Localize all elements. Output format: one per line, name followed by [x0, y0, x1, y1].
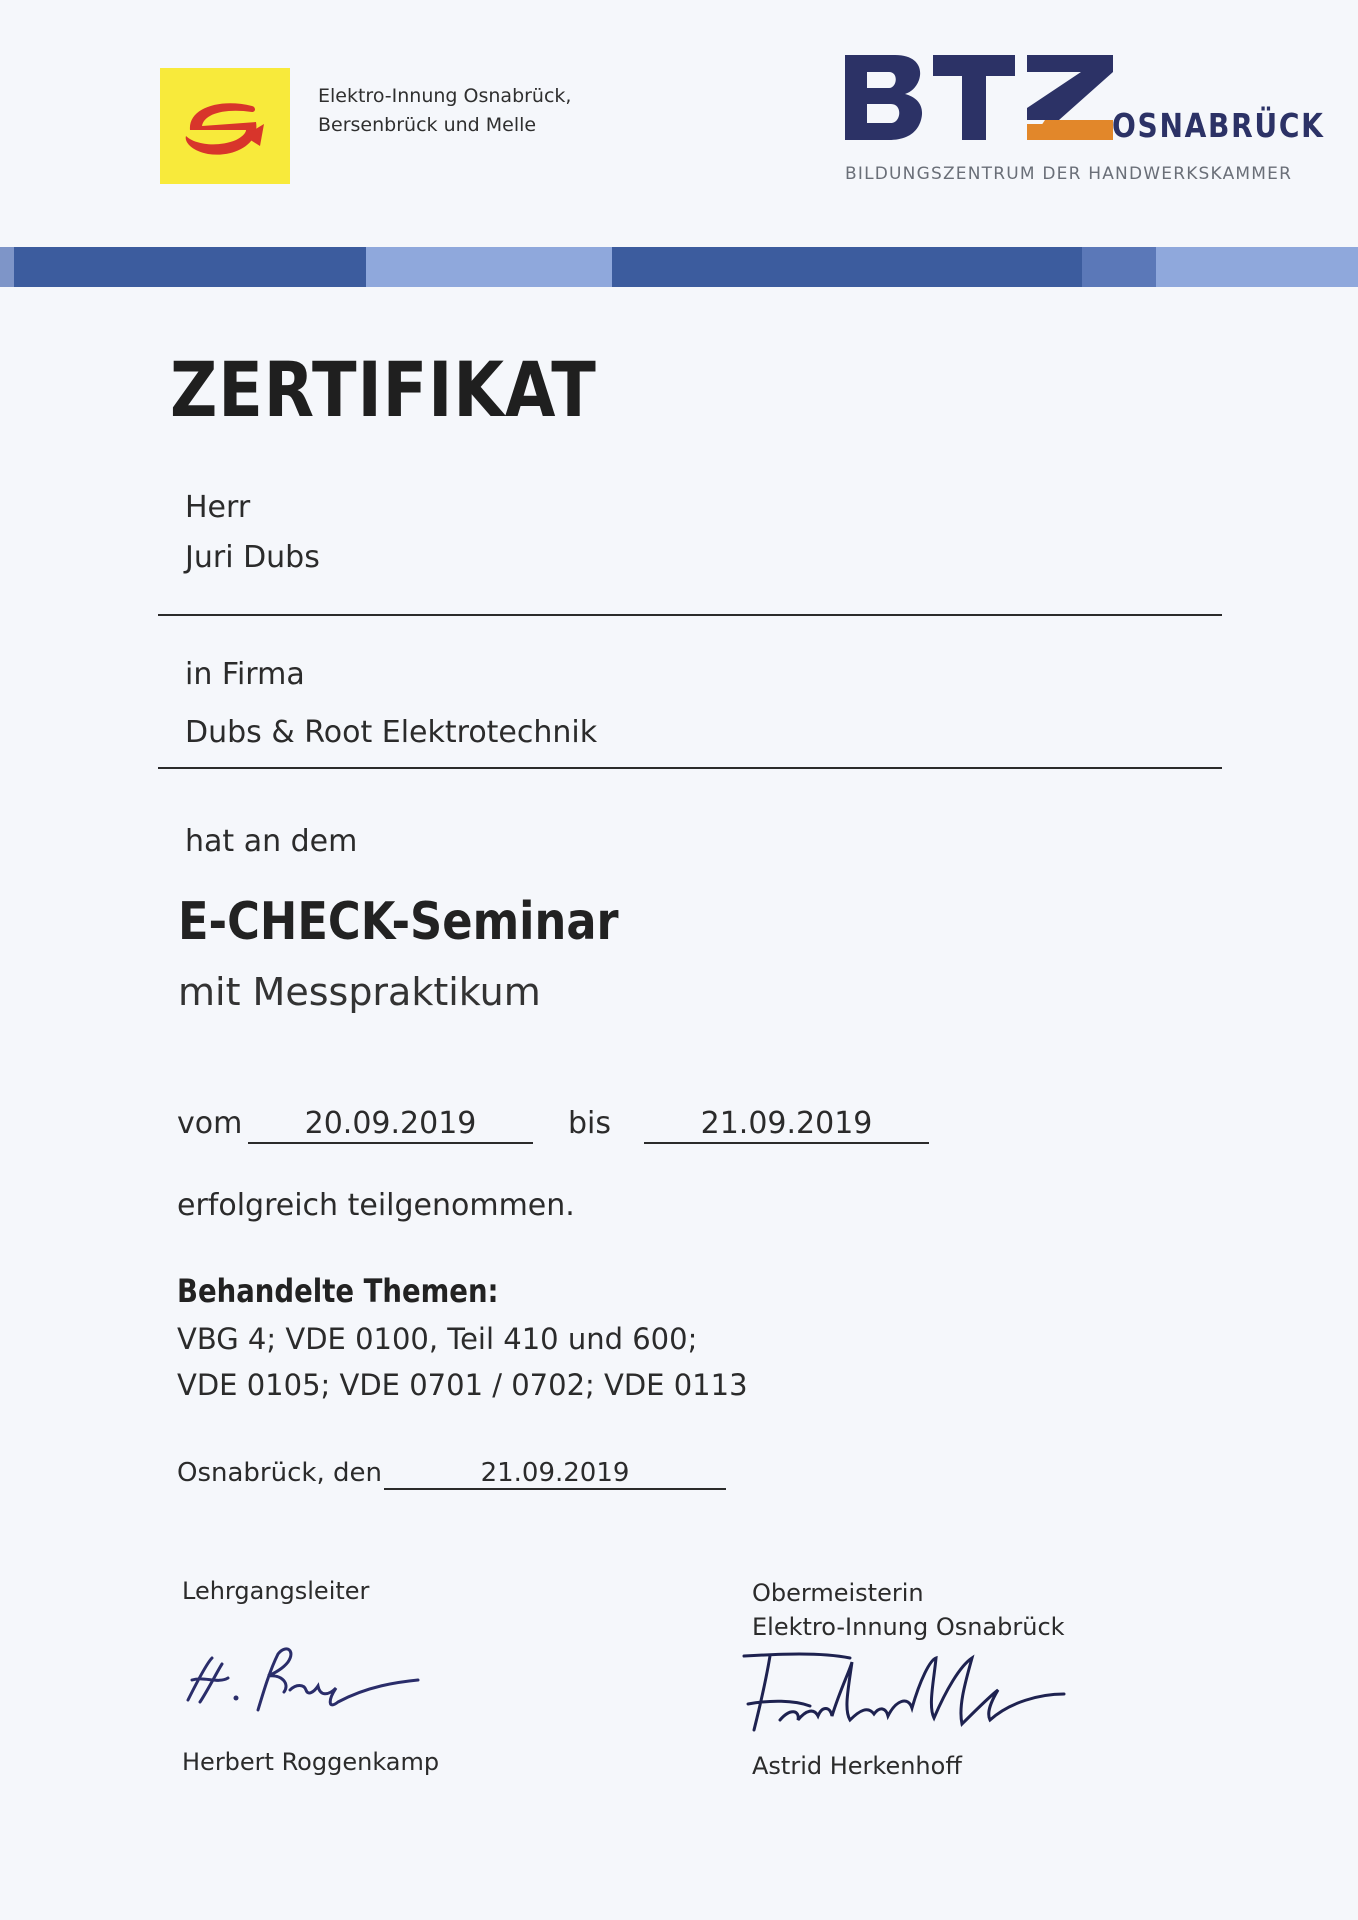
right-signatory-name: Astrid Herkenhoff: [752, 1752, 962, 1780]
handwritten-signature-icon: [178, 1640, 428, 1720]
place-date: 21.09.2019: [480, 1458, 630, 1488]
left-signatory-name: Herbert Roggenkamp: [182, 1748, 440, 1776]
place-label: Osnabrück, den: [177, 1458, 382, 1488]
place-date-underline: [384, 1488, 726, 1490]
right-signatory-role: [752, 1576, 1065, 1644]
right-role-line1: Obermeisterin: [752, 1579, 924, 1607]
topics-line-2: VDE 0105; VDE 0701 / 0702; VDE 0113: [177, 1368, 748, 1402]
btz-city: OSNABRÜCK: [1112, 106, 1325, 145]
from-date: 20.09.2019: [304, 1106, 477, 1141]
seminar-subtitle: mit Messpraktikum: [178, 970, 541, 1014]
btz-subtitle: BILDUNGSZENTRUM DER HANDWERKSKAMMER: [845, 164, 1293, 184]
to-date-underline: [644, 1142, 929, 1144]
innung-name-line1: Elektro-Innung Osnabrück,: [318, 85, 572, 107]
from-label: vom: [177, 1106, 243, 1141]
left-signatory-role: Lehrgangsleiter: [182, 1577, 370, 1605]
recipient-name: Juri Dubs: [185, 540, 320, 575]
attended-intro: hat an dem: [185, 824, 358, 859]
right-role-line2: Elektro-Innung Osnabrück: [752, 1613, 1065, 1641]
handwritten-signature-icon: [740, 1650, 1070, 1740]
company-underline: [158, 767, 1222, 769]
elektro-innung-logo: [160, 68, 290, 184]
left-signature: [178, 1640, 428, 1720]
e-mark-icon: [160, 68, 290, 184]
header-color-band: [0, 247, 1358, 287]
name-underline: [158, 614, 1222, 616]
topics-heading: Behandelte Themen:: [177, 1272, 499, 1310]
topics-line-1: VBG 4; VDE 0100, Teil 410 und 600;: [177, 1322, 698, 1356]
innung-name-line2: Bersenbrück und Melle: [318, 114, 537, 136]
to-date: 21.09.2019: [700, 1106, 873, 1141]
to-label: bis: [568, 1106, 612, 1141]
company-prefix: in Firma: [185, 657, 305, 692]
innung-name: [318, 82, 571, 140]
from-date-underline: [248, 1142, 533, 1144]
result-text: erfolgreich teilgenommen.: [177, 1188, 575, 1223]
company-name: Dubs & Root Elektrotechnik: [185, 715, 598, 750]
salutation: Herr: [185, 490, 251, 525]
seminar-title: E-CHECK-Seminar: [178, 892, 619, 952]
right-signature: [740, 1650, 1070, 1740]
certificate-title: ZERTIFIKAT: [170, 345, 597, 434]
